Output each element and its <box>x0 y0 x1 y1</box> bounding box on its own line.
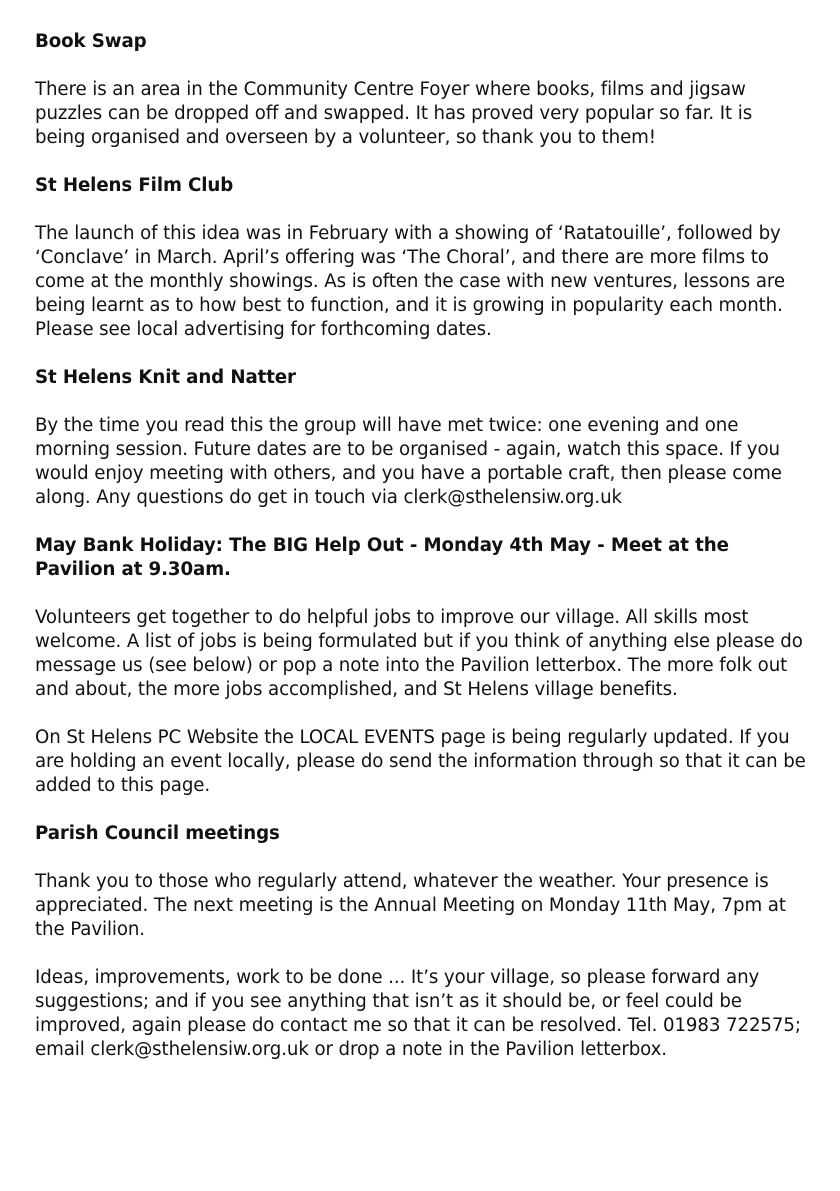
section-paragraph: On St Helens PC Website the LOCAL EVENTS page is being regularly updated. If you are holding an event locally, please do send the information through so that it can be added to this page. <box>35 727 806 796</box>
section-paragraph: By the time you read this the group will have met twice: one evening and one morning session. Future dates are to be organised - again, watch this space. If you would enjoy meeting with others, and you have a portable craft, then please come along. Any questions do get in touch via clerk@sthelensiw.org.uk <box>35 415 782 508</box>
section-big-help-out <box>35 534 807 798</box>
section-heading: St Helens Film Club <box>35 175 234 196</box>
section-paragraph: Volunteers get together to do helpful jobs to improve our village. All skills most welcome. A list of jobs is being formulated but if you think of anything else please do message us (see below) or pop a note into the Pavilion letterbox. The more folk out and about, the more jobs accomplished, and St Helens village benefits. <box>35 607 803 700</box>
section-paragraph: The launch of this idea was in February with a showing of ‘Ratatouille’, followed by ‘Conclave’ in March. April’s offering was ‘The Choral’, and there are more films to come at the monthly showings. As is often the case with new ventures, lessons are being learnt as to how best to function, and it is growing in popularity each month. Please see local advertising for forthcoming dates. <box>35 223 785 340</box>
section-heading: St Helens Knit and Natter <box>35 367 296 388</box>
section-heading: May Bank Holiday: The BIG Help Out - Monday 4th May - Meet at the Pavilion at 9.30am. <box>35 535 729 580</box>
section-book-swap <box>35 30 807 150</box>
section-paragraph: There is an area in the Community Centre Foyer where books, films and jigsaw puzzles can be dropped off and swapped. It has proved very popular so far. It is being organised and overseen by a volunteer, so thank you to them! <box>35 79 753 148</box>
section-paragraph: Ideas, improvements, work to be done ... It’s your village, so please forward any suggestions; and if you see anything that isn’t as it should be, or feel could be improved, again please do contact me so that it can be resolved. Tel. 01983 722575; email clerk@sthelensiw.org.uk or drop a note in the Pavilion letterbox. <box>35 967 801 1060</box>
section-knit-and-natter <box>35 366 807 510</box>
section-film-club <box>35 174 807 342</box>
section-heading: Book Swap <box>35 31 147 52</box>
section-paragraph: Thank you to those who regularly attend, whatever the weather. Your presence is appreciated. The next meeting is the Annual Meeting on Monday 11th May, 7pm at the Pavilion. <box>35 871 786 940</box>
newsletter-page <box>35 30 807 1086</box>
section-parish-council-meetings <box>35 822 807 1062</box>
section-heading: Parish Council meetings <box>35 823 280 844</box>
